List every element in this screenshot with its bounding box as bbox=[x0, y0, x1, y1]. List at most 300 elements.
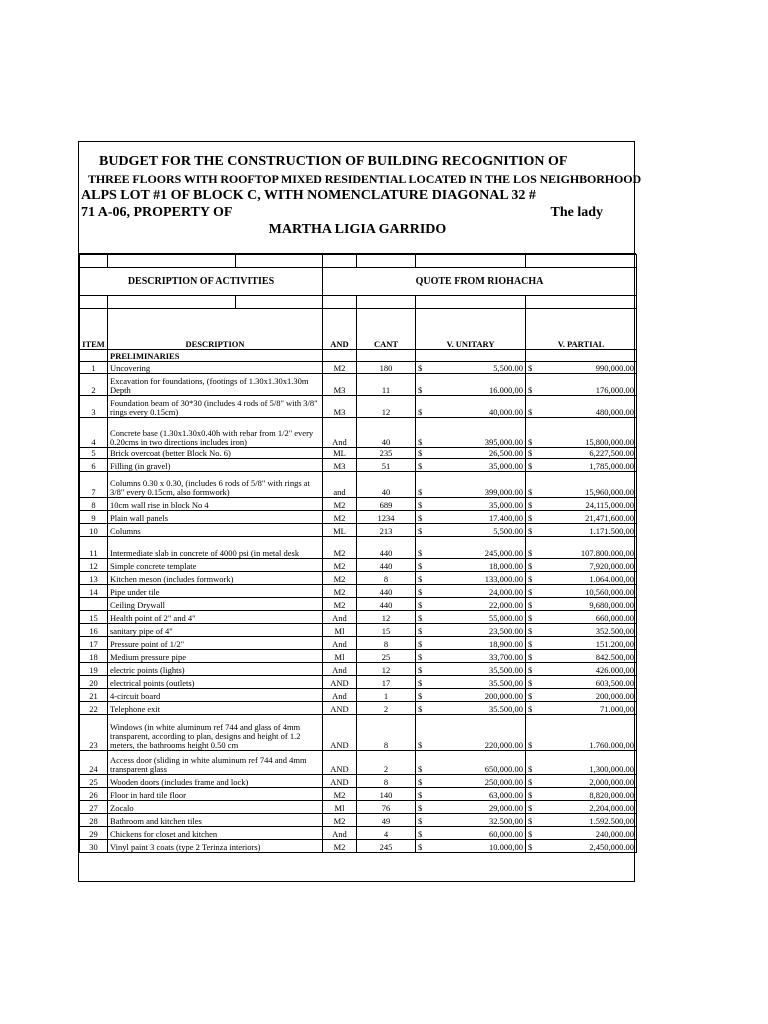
title-line-4: 71 A-06, PROPERTY OF bbox=[81, 205, 233, 220]
partial-price-value: 71.000,00 bbox=[600, 704, 634, 714]
partial-price bbox=[526, 827, 637, 840]
unit-price-value: 33,700.00 bbox=[489, 652, 523, 662]
item-unit: M3 bbox=[323, 396, 357, 418]
item-description: Brick overcoat (better Block No. 6) bbox=[108, 448, 323, 459]
item-quantity: 25 bbox=[357, 650, 416, 663]
partial-price-value: 2,450,000.00 bbox=[589, 842, 634, 852]
item-quantity: 1234 bbox=[357, 511, 416, 524]
table-row bbox=[80, 663, 637, 676]
table-row bbox=[80, 689, 637, 702]
table-row bbox=[80, 702, 637, 715]
item-description: Kitchen meson (includes formwork) bbox=[108, 572, 323, 585]
partial-price bbox=[526, 498, 637, 511]
currency-symbol: $ bbox=[418, 842, 423, 852]
partial-price-value: 2,204,000.00 bbox=[589, 803, 634, 813]
item-number: 7 bbox=[80, 472, 108, 498]
partial-price-value: 1.171.500,00 bbox=[589, 526, 634, 536]
table-row bbox=[80, 362, 637, 374]
partial-price bbox=[526, 459, 637, 472]
item-number: 16 bbox=[80, 624, 108, 637]
currency-symbol: $ bbox=[528, 437, 533, 447]
unit-price bbox=[416, 840, 526, 853]
item-unit: Ml bbox=[323, 801, 357, 814]
partial-price bbox=[526, 637, 637, 650]
currency-symbol: $ bbox=[418, 487, 423, 497]
partial-price-value: 660,000.00 bbox=[595, 613, 634, 623]
currency-symbol: $ bbox=[418, 704, 423, 714]
currency-symbol: $ bbox=[418, 691, 423, 701]
table-row bbox=[80, 840, 637, 853]
partial-price bbox=[526, 650, 637, 663]
section-row bbox=[80, 350, 637, 362]
item-unit: Ml bbox=[323, 650, 357, 663]
item-unit: M3 bbox=[323, 374, 357, 396]
currency-symbol: $ bbox=[418, 526, 423, 536]
item-number: 5 bbox=[80, 448, 108, 459]
item-unit: M2 bbox=[323, 814, 357, 827]
item-description: Foundation beam of 30*30 (includes 4 rods of 5/8" with 3/8" rings every 0.15cm) bbox=[108, 396, 323, 418]
table-row bbox=[80, 396, 637, 418]
table-row bbox=[80, 448, 637, 459]
partial-price-value: 200,000.00 bbox=[595, 691, 634, 701]
unit-price bbox=[416, 702, 526, 715]
partial-price-value: 151.200,00 bbox=[595, 639, 634, 649]
currency-symbol: $ bbox=[528, 448, 533, 458]
item-quantity: 440 bbox=[357, 598, 416, 611]
item-number: 21 bbox=[80, 689, 108, 702]
item-unit: And bbox=[323, 689, 357, 702]
partial-price-value: 7,920,000.00 bbox=[589, 561, 634, 571]
item-number: 29 bbox=[80, 827, 108, 840]
item-quantity: 440 bbox=[357, 559, 416, 572]
item-description: Intermediate slab in concrete of 4000 psi (in metal desk bbox=[108, 537, 323, 559]
item-quantity: 4 bbox=[357, 827, 416, 840]
item-quantity: 689 bbox=[357, 498, 416, 511]
partial-price bbox=[526, 598, 637, 611]
item-description: Uncovering bbox=[108, 362, 323, 374]
unit-price bbox=[416, 585, 526, 598]
partial-price bbox=[526, 801, 637, 814]
partial-price bbox=[526, 418, 637, 448]
title-line-1: BUDGET FOR THE CONSTRUCTION OF BUILDING RECOGNITION OF bbox=[99, 154, 568, 169]
item-unit: M2 bbox=[323, 498, 357, 511]
item-quantity: 11 bbox=[357, 374, 416, 396]
currency-symbol: $ bbox=[418, 665, 423, 675]
partial-price-value: 10,560,000.00 bbox=[585, 587, 634, 597]
item-number: 6 bbox=[80, 459, 108, 472]
unit-price-value: 17.400,00 bbox=[489, 513, 523, 523]
item-description: Concrete base (1.30x1.30x0.40h with rebar from 1/2" every 0.20cms in two directions includes iron) bbox=[108, 418, 323, 448]
title-line-4-right: The lady bbox=[550, 205, 603, 220]
partial-price bbox=[526, 814, 637, 827]
table-row bbox=[80, 572, 637, 585]
currency-symbol: $ bbox=[418, 816, 423, 826]
table-row bbox=[80, 498, 637, 511]
currency-symbol: $ bbox=[418, 678, 423, 688]
owner-name: MARTHA LIGIA GARRIDO bbox=[268, 222, 447, 237]
unit-price bbox=[416, 374, 526, 396]
currency-symbol: $ bbox=[418, 829, 423, 839]
unit-price-value: 18,900.00 bbox=[489, 639, 523, 649]
unit-price bbox=[416, 788, 526, 801]
table-row bbox=[80, 611, 637, 624]
partial-price bbox=[526, 511, 637, 524]
item-quantity: 40 bbox=[357, 472, 416, 498]
unit-price bbox=[416, 448, 526, 459]
partial-price-value: 842.500,00 bbox=[595, 652, 634, 662]
item-number: 26 bbox=[80, 788, 108, 801]
partial-price-value: 1.592.500,00 bbox=[589, 816, 634, 826]
partial-price-value: 176,000.00 bbox=[595, 385, 634, 395]
partial-price-value: 990,000.00 bbox=[595, 363, 634, 373]
currency-symbol: $ bbox=[418, 613, 423, 623]
unit-price-value: 16.000,00 bbox=[489, 385, 523, 395]
currency-symbol: $ bbox=[528, 407, 533, 417]
unit-price bbox=[416, 559, 526, 572]
item-number: 9 bbox=[80, 511, 108, 524]
currency-symbol: $ bbox=[528, 639, 533, 649]
item-description: Filling (in gravel) bbox=[108, 459, 323, 472]
unit-price bbox=[416, 396, 526, 418]
item-unit: And bbox=[323, 637, 357, 650]
item-number: 13 bbox=[80, 572, 108, 585]
description-header: DESCRIPTION bbox=[108, 309, 323, 350]
unit-price-value: 399,000.00 bbox=[484, 487, 523, 497]
item-description: electrical points (outlets) bbox=[108, 676, 323, 689]
table-row bbox=[80, 459, 637, 472]
unit-price bbox=[416, 459, 526, 472]
table-row bbox=[80, 715, 637, 751]
currency-symbol: $ bbox=[528, 678, 533, 688]
currency-symbol: $ bbox=[528, 613, 533, 623]
item-description: Ceiling Drywall bbox=[108, 598, 323, 611]
unit-price bbox=[416, 611, 526, 624]
item-unit: M2 bbox=[323, 511, 357, 524]
currency-symbol: $ bbox=[418, 652, 423, 662]
partial-price-value: 1,785,000.00 bbox=[589, 461, 634, 471]
item-number: 20 bbox=[80, 676, 108, 689]
cant-header: CANT bbox=[357, 309, 416, 350]
unit-price-value: 35.500,00 bbox=[489, 704, 523, 714]
item-quantity: 2 bbox=[357, 751, 416, 775]
item-unit: And bbox=[323, 611, 357, 624]
unit-price bbox=[416, 418, 526, 448]
item-description: Columns 0.30 x 0.30, (includes 6 rods of 5/8" with rings at 3/8" every 0.15cm, also formwork) bbox=[108, 472, 323, 498]
unit-price bbox=[416, 715, 526, 751]
unit-price-value: 10.000,00 bbox=[489, 842, 523, 852]
item-quantity: 51 bbox=[357, 459, 416, 472]
blank-row bbox=[80, 296, 637, 309]
partial-price bbox=[526, 624, 637, 637]
currency-symbol: $ bbox=[528, 816, 533, 826]
currency-symbol: $ bbox=[528, 385, 533, 395]
item-description: 4-circuit board bbox=[108, 689, 323, 702]
currency-symbol: $ bbox=[528, 561, 533, 571]
unit-price-value: 40,000.00 bbox=[489, 407, 523, 417]
item-description: sanitary pipe of 4" bbox=[108, 624, 323, 637]
partial-price-value: 2,000,000.00 bbox=[589, 777, 634, 787]
item-description: Wooden doors (includes frame and lock) bbox=[108, 775, 323, 788]
item-description: Columns bbox=[108, 524, 323, 537]
partial-price-value: 24,115,000.00 bbox=[585, 500, 634, 510]
unit-price bbox=[416, 650, 526, 663]
item-number: 30 bbox=[80, 840, 108, 853]
blank-row bbox=[80, 255, 637, 268]
partial-price-value: 352.500,00 bbox=[595, 626, 634, 636]
item-unit: M2 bbox=[323, 585, 357, 598]
unit-price-value: 29,000.00 bbox=[489, 803, 523, 813]
unit-price-value: 395,000.00 bbox=[484, 437, 523, 447]
currency-symbol: $ bbox=[418, 600, 423, 610]
partial-price bbox=[526, 396, 637, 418]
item-quantity: 1 bbox=[357, 689, 416, 702]
unit-header: AND bbox=[323, 309, 357, 350]
item-unit: M2 bbox=[323, 572, 357, 585]
section-header-row bbox=[80, 268, 637, 296]
item-description: Windows (in white aluminum ref 744 and glass of 4mm transparent, according to plan, designs and height of 1.2 meters, the bathrooms height 0.50 cm bbox=[108, 715, 323, 751]
item-unit: AND bbox=[323, 775, 357, 788]
currency-symbol: $ bbox=[528, 600, 533, 610]
currency-symbol: $ bbox=[528, 363, 533, 373]
item-number: 24 bbox=[80, 751, 108, 775]
table-row bbox=[80, 524, 637, 537]
title-block bbox=[79, 142, 642, 254]
currency-symbol: $ bbox=[418, 448, 423, 458]
partial-price-value: 21,471,600.00 bbox=[585, 513, 634, 523]
currency-symbol: $ bbox=[418, 740, 423, 750]
item-description: Chickens for closet and kitchen bbox=[108, 827, 323, 840]
unit-price-value: 5,500.00 bbox=[493, 363, 523, 373]
partial-price-value: 1.064.000,00 bbox=[589, 574, 634, 584]
item-number: 3 bbox=[80, 396, 108, 418]
item-quantity: 76 bbox=[357, 801, 416, 814]
title-line-2: THREE FLOORS WITH ROOFTOP MIXED RESIDENTIAL LOCATED IN THE LOS NEIGHBORHOOD bbox=[88, 172, 642, 186]
partial-price bbox=[526, 676, 637, 689]
unit-price-value: 245,000.00 bbox=[484, 548, 523, 558]
unit-price-value: 23,500.00 bbox=[489, 626, 523, 636]
unit-price bbox=[416, 362, 526, 374]
title-line-3: ALPS LOT #1 OF BLOCK C, WITH NOMENCLATURE DIAGONAL 32 # bbox=[81, 188, 536, 203]
currency-symbol: $ bbox=[528, 652, 533, 662]
item-unit: M2 bbox=[323, 559, 357, 572]
partial-price bbox=[526, 751, 637, 775]
partial-price bbox=[526, 788, 637, 801]
currency-symbol: $ bbox=[528, 500, 533, 510]
item-number: 14 bbox=[80, 585, 108, 598]
item-unit: M2 bbox=[323, 537, 357, 559]
unit-price bbox=[416, 827, 526, 840]
currency-symbol: $ bbox=[528, 764, 533, 774]
item-description: Floor in hard tile floor bbox=[108, 788, 323, 801]
table-row bbox=[80, 472, 637, 498]
unit-price bbox=[416, 814, 526, 827]
item-number: 28 bbox=[80, 814, 108, 827]
currency-symbol: $ bbox=[528, 626, 533, 636]
item-header: ITEM bbox=[80, 309, 108, 350]
table-row bbox=[80, 676, 637, 689]
partial-price-value: 480,000.00 bbox=[595, 407, 634, 417]
partial-price-value: 1,300,000.00 bbox=[589, 764, 634, 774]
currency-symbol: $ bbox=[418, 437, 423, 447]
unit-price-value: 24,000.00 bbox=[489, 587, 523, 597]
unit-price-value: 35,000.00 bbox=[489, 500, 523, 510]
quote-header: QUOTE FROM RIOHACHA bbox=[323, 268, 637, 296]
item-unit: And bbox=[323, 418, 357, 448]
item-number: 12 bbox=[80, 559, 108, 572]
item-description: Vinyl paint 3 coats (type 2 Terinza interiors) bbox=[108, 840, 323, 853]
currency-symbol: $ bbox=[418, 363, 423, 373]
partial-price bbox=[526, 689, 637, 702]
unit-price-value: 32.500,00 bbox=[489, 816, 523, 826]
currency-symbol: $ bbox=[418, 790, 423, 800]
currency-symbol: $ bbox=[528, 574, 533, 584]
item-description: Excavation for foundations, (footings of 1.30x1.30x1.30m Depth bbox=[108, 374, 323, 396]
currency-symbol: $ bbox=[418, 561, 423, 571]
item-quantity: 180 bbox=[357, 362, 416, 374]
item-unit: And bbox=[323, 663, 357, 676]
partial-price bbox=[526, 663, 637, 676]
partial-price bbox=[526, 472, 637, 498]
partial-price bbox=[526, 524, 637, 537]
item-description: Plain wall panels bbox=[108, 511, 323, 524]
budget-table bbox=[79, 254, 637, 853]
unit-price bbox=[416, 676, 526, 689]
unit-price bbox=[416, 689, 526, 702]
item-number: 10 bbox=[80, 524, 108, 537]
table-row bbox=[80, 598, 637, 611]
item-number: 19 bbox=[80, 663, 108, 676]
item-quantity: 12 bbox=[357, 396, 416, 418]
item-number: 15 bbox=[80, 611, 108, 624]
table-row bbox=[80, 801, 637, 814]
item-quantity: 49 bbox=[357, 814, 416, 827]
table-row bbox=[80, 559, 637, 572]
item-quantity: 15 bbox=[357, 624, 416, 637]
item-quantity: 2 bbox=[357, 702, 416, 715]
unit-price-value: 35,000.00 bbox=[489, 461, 523, 471]
partial-price bbox=[526, 362, 637, 374]
unit-price-value: 35.500,00 bbox=[489, 678, 523, 688]
item-number: 23 bbox=[80, 715, 108, 751]
table-row bbox=[80, 650, 637, 663]
currency-symbol: $ bbox=[528, 790, 533, 800]
currency-symbol: $ bbox=[528, 803, 533, 813]
unit-price bbox=[416, 472, 526, 498]
unit-price bbox=[416, 624, 526, 637]
partial-price-value: 1.760.000,00 bbox=[589, 740, 634, 750]
item-description: Health point of 2" and 4" bbox=[108, 611, 323, 624]
partial-price bbox=[526, 840, 637, 853]
table-row bbox=[80, 585, 637, 598]
item-number: 22 bbox=[80, 702, 108, 715]
unit-price-value: 133,000.00 bbox=[484, 574, 523, 584]
partial-price bbox=[526, 374, 637, 396]
partial-price bbox=[526, 559, 637, 572]
partial-price-value: 6,227,500.00 bbox=[589, 448, 634, 458]
currency-symbol: $ bbox=[418, 803, 423, 813]
item-quantity: 12 bbox=[357, 611, 416, 624]
unit-price bbox=[416, 498, 526, 511]
item-unit: M2 bbox=[323, 598, 357, 611]
currency-symbol: $ bbox=[528, 740, 533, 750]
item-unit: and bbox=[323, 472, 357, 498]
partial-price-value: 240,000.00 bbox=[595, 829, 634, 839]
item-unit: ML bbox=[323, 524, 357, 537]
unit-price-value: 60,000.00 bbox=[489, 829, 523, 839]
item-unit: AND bbox=[323, 751, 357, 775]
table-row bbox=[80, 751, 637, 775]
table-row bbox=[80, 827, 637, 840]
item-quantity: 40 bbox=[357, 418, 416, 448]
item-unit: And bbox=[323, 827, 357, 840]
item-description: Simple concrete template bbox=[108, 559, 323, 572]
currency-symbol: $ bbox=[528, 548, 533, 558]
unit-price bbox=[416, 663, 526, 676]
item-unit: Ml bbox=[323, 624, 357, 637]
item-quantity: 440 bbox=[357, 585, 416, 598]
unit-price-value: 250,000.00 bbox=[484, 777, 523, 787]
table-row bbox=[80, 537, 637, 559]
currency-symbol: $ bbox=[528, 487, 533, 497]
partial-price-value: 8,820,000.00 bbox=[589, 790, 634, 800]
unit-price-value: 22,000.00 bbox=[489, 600, 523, 610]
item-quantity: 8 bbox=[357, 715, 416, 751]
item-number bbox=[80, 598, 108, 611]
description-of-activities-header: DESCRIPTION OF ACTIVITIES bbox=[80, 268, 323, 296]
currency-symbol: $ bbox=[418, 574, 423, 584]
currency-symbol: $ bbox=[528, 829, 533, 839]
unit-price bbox=[416, 801, 526, 814]
partial-price-value: 9,680,000.00 bbox=[589, 600, 634, 610]
partial-price-value: 15,800,000.00 bbox=[585, 437, 634, 447]
item-quantity: 245 bbox=[357, 840, 416, 853]
unit-price-value: 650,000.00 bbox=[484, 764, 523, 774]
item-number: 2 bbox=[80, 374, 108, 396]
unit-price-value: 5,500.00 bbox=[493, 526, 523, 536]
item-number: 8 bbox=[80, 498, 108, 511]
unit-price bbox=[416, 598, 526, 611]
item-unit: M2 bbox=[323, 788, 357, 801]
v-partial-header: V. PARTIAL bbox=[526, 309, 637, 350]
unit-price-value: 220,000.00 bbox=[484, 740, 523, 750]
unit-price bbox=[416, 637, 526, 650]
currency-symbol: $ bbox=[418, 407, 423, 417]
item-quantity: 213 bbox=[357, 524, 416, 537]
v-unitary-header: V. UNITARY bbox=[416, 309, 526, 350]
currency-symbol: $ bbox=[418, 777, 423, 787]
item-unit: M3 bbox=[323, 459, 357, 472]
partial-price bbox=[526, 715, 637, 751]
currency-symbol: $ bbox=[418, 385, 423, 395]
item-description: Medium pressure pipe bbox=[108, 650, 323, 663]
unit-price-value: 35,500.00 bbox=[489, 665, 523, 675]
item-quantity: 140 bbox=[357, 788, 416, 801]
item-quantity: 8 bbox=[357, 775, 416, 788]
budget-sheet bbox=[78, 141, 642, 882]
item-number: 17 bbox=[80, 637, 108, 650]
partial-price bbox=[526, 585, 637, 598]
item-number: 11 bbox=[80, 537, 108, 559]
item-number: 1 bbox=[80, 362, 108, 374]
partial-price-value: 15,960,000.00 bbox=[585, 487, 634, 497]
table-row bbox=[80, 624, 637, 637]
currency-symbol: $ bbox=[528, 526, 533, 536]
unit-price-value: 55,000.00 bbox=[489, 613, 523, 623]
item-quantity: 8 bbox=[357, 572, 416, 585]
currency-symbol: $ bbox=[418, 500, 423, 510]
item-description: Bathroom and kitchen tiles bbox=[108, 814, 323, 827]
currency-symbol: $ bbox=[528, 704, 533, 714]
